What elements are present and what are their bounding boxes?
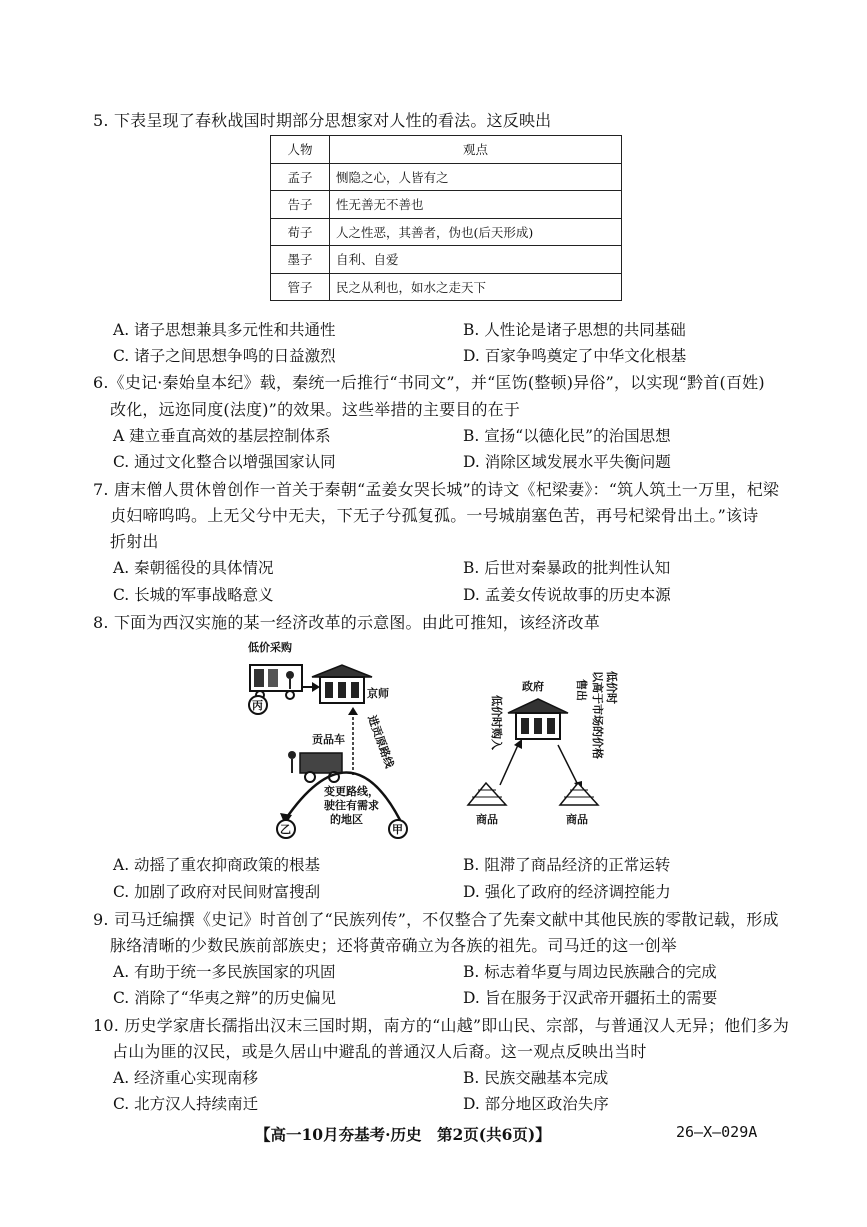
q6-line-1: 6.《史记·秦始皇本纪》载，秦统一后推行“书同文”，并“匡饬(整顿)异俗”，以实现“黔首(百姓) [93,373,765,392]
q8-option-d[interactable]: D. 强化了政府的经济调控能力 [463,883,671,901]
q6-option-c[interactable]: C. 通过文化整合以增强国家认同 [113,453,336,471]
q6-option-b[interactable]: B. 宣扬“以德化民”的治国思想 [463,427,671,445]
table-row [271,273,622,301]
q7-line-1: 7. 唐末僧人贯休曾创作一首关于秦朝“孟姜女哭长城”的诗文《杞梁妻》：“筑人筑土一万里，杞梁 [93,480,780,499]
label-jia: 甲 [392,823,403,836]
table-cell-person: 告子 [271,191,330,219]
paper-code: 26—X—029A [676,1123,758,1141]
table-row [271,163,622,191]
goods-pile-icon [468,783,506,805]
q6-line-2: 改化，远迩同度(法度)”的效果。这些举措的主要目的在于 [110,400,521,419]
q5-stem: 5. 下表呈现了春秋战国时期部分思想家对人性的看法。这反映出 [93,111,552,130]
table-header-row [271,136,622,164]
table-row [271,191,622,219]
q7-line-2: 贞妇啼呜呜。上无父兮中无夫，下无子兮孤复孤。一号城崩塞色苦，再号杞梁骨出土。”该诗 [110,506,759,525]
table-cell-view: 人之性恶，其善者，伪也(后天形成) [330,218,622,246]
tribute-cart-icon [288,751,342,782]
label-low-buy: 低价采购 [248,641,292,654]
label-tribute-cart: 贡品车 [312,733,345,746]
table-header-view: 观点 [330,136,622,164]
q8-stem: 8. 下面为西汉实施的某一经济改革的示意图。由此可推知，该经济改革 [93,613,600,632]
capital-building-icon [312,665,372,703]
label-change-1: 变更路线， [324,785,379,798]
q10-option-b[interactable]: B. 民族交融基本完成 [463,1069,609,1087]
label-goods-2: 商品 [566,813,588,826]
q8-option-a[interactable]: A. 动摇了重农抑商政策的根基 [113,856,321,874]
q10-option-d[interactable]: D. 部分地区政治失序 [463,1095,609,1113]
label-change-2: 驶往有需求 [324,799,379,812]
goods-pile-icon [560,783,598,805]
label-yi: 乙 [280,823,291,836]
q10-option-c[interactable]: C. 北方汉人持续南迁 [113,1095,259,1113]
q7-line-3: 折射出 [110,532,159,551]
table-header-person: 人物 [271,136,330,164]
q6-option-a[interactable]: A 建立垂直高效的基层控制体系 [113,427,331,445]
q9-option-b[interactable]: B. 标志着华夏与周边民族融合的完成 [463,963,717,981]
q7-option-c[interactable]: C. 长城的军事战略意义 [113,586,274,604]
label-buy-low: 低价时购入 [490,695,503,750]
purchase-cart-icon [250,665,302,699]
label-goods-1: 商品 [476,813,498,826]
q9-option-d[interactable]: D. 旨在服务于汉武帝开疆拓土的需要 [463,989,718,1007]
q9-option-c[interactable]: C. 消除了“华夷之辩”的历史偏见 [113,989,337,1007]
q9-option-a[interactable]: A. 有助于统一多民族国家的巩固 [113,963,336,981]
table-cell-view: 性无善无不善也 [330,191,622,219]
label-sell-high: 以高于市场的价格 [591,671,604,759]
q7-option-b[interactable]: B. 后世对秦暴政的批判性认知 [463,559,671,577]
table-cell-view: 自利、自爱 [330,246,622,274]
label-government: 政府 [522,680,544,693]
q5-option-a[interactable]: A. 诸子思想兼具多元性和共通性 [113,321,336,339]
page-footer: 【高一10月夯基考·历史 第2页(共6页)】 [255,1125,551,1144]
q7-option-a[interactable]: A. 秦朝徭役的具体情况 [113,559,274,577]
table-row [271,246,622,274]
q8-option-c[interactable]: C. 加剧了政府对民间财富搜刮 [113,883,321,901]
q9-line-2: 脉络清晰的少数民族前部族史；还将黄帝确立为各族的祖先。司马迁的这一创举 [110,936,678,955]
table-cell-person: 孟子 [271,163,330,191]
label-capital: 京师 [367,687,389,700]
q5-table [270,135,622,301]
table-cell-view: 民之从利也，如水之走天下 [330,273,622,301]
q8-option-b[interactable]: B. 阻滞了商品经济的正常运转 [463,856,671,874]
table-cell-view: 恻隐之心，人皆有之 [330,163,622,191]
q10-option-a[interactable]: A. 经济重心实现南移 [113,1069,259,1087]
q5-option-b[interactable]: B. 人性论是诸子思想的共同基础 [463,321,686,339]
table-cell-person: 管子 [271,273,330,301]
label-sell-time: 低价时 [605,671,618,704]
label-sell: 售出 [575,679,588,701]
government-building-icon [508,699,568,739]
table-cell-person: 墨子 [271,246,330,274]
table-cell-person: 荀子 [271,218,330,246]
q9-line-1: 9. 司马迁编撰《史记》时首创了“民族列传”，不仅整合了先秦文献中其他民族的零散记载，形成 [93,910,779,929]
q10-line-2: 占山为匪的汉民，或是久居山中避乱的普通汉人后裔。这一观点反映出当时 [112,1042,647,1061]
q8-reform-diagram [240,635,660,840]
label-original-route: 进贡原路线 [365,713,397,770]
q6-option-d[interactable]: D. 消除区域发展水平失衡问题 [463,453,671,471]
q10-line-1: 10. 历史学家唐长孺指出汉末三国时期，南方的“山越”即山民、宗部，与普通汉人无异；他们多为 [93,1016,790,1035]
label-bing: 丙 [252,699,263,712]
label-change-3: 的地区 [330,813,363,826]
q7-option-d[interactable]: D. 孟姜女传说故事的历史本源 [463,586,671,604]
q5-option-d[interactable]: D. 百家争鸣奠定了中华文化根基 [463,347,687,365]
table-row [271,218,622,246]
q5-option-c[interactable]: C. 诸子之间思想争鸣的日益激烈 [113,347,336,365]
